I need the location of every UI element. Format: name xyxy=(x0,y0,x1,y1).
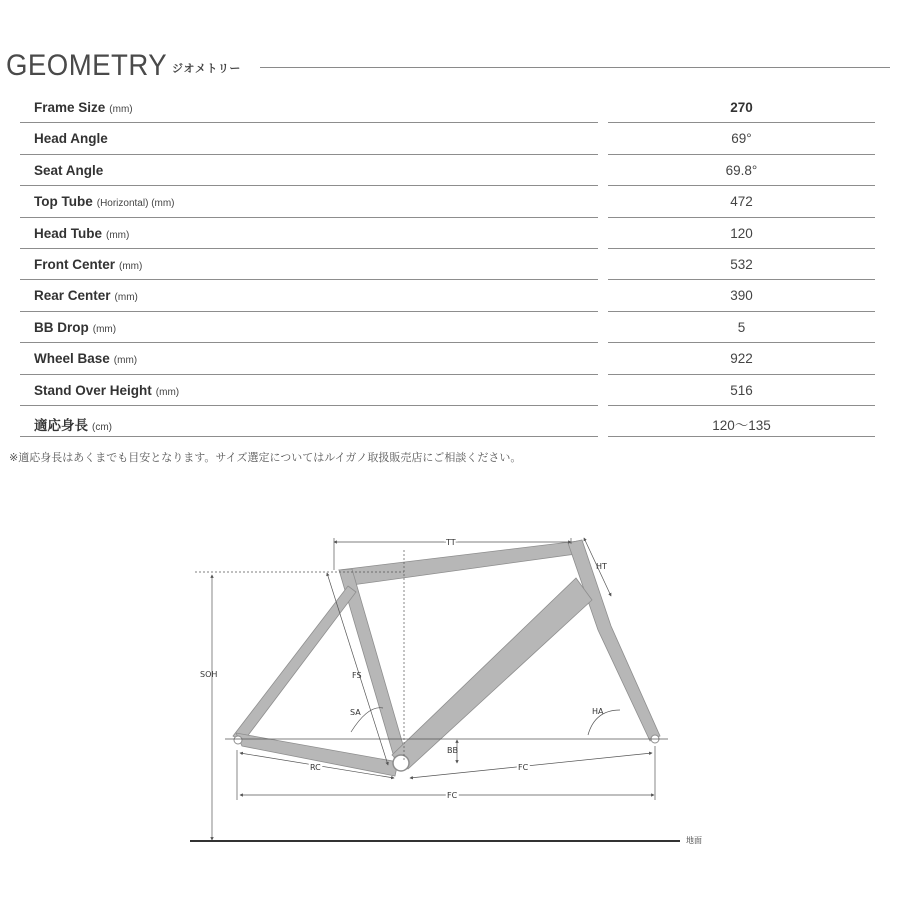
spec-unit: (mm) xyxy=(119,260,143,272)
geometry-spec-table xyxy=(20,92,875,437)
ha-label: HA xyxy=(592,707,604,716)
row-divider xyxy=(20,436,598,437)
spec-row-bb-drop xyxy=(20,312,875,343)
soh-label: SOH xyxy=(200,670,218,679)
fc-front-label: FC xyxy=(518,763,529,772)
rear-dropout xyxy=(234,736,242,744)
seat-stay xyxy=(233,586,356,742)
spec-row-rear-center xyxy=(20,280,875,311)
spec-value: 69° xyxy=(731,131,752,147)
spec-value: 922 xyxy=(730,351,753,367)
ground-label: 地面 xyxy=(686,836,702,845)
spec-row-rider-height xyxy=(20,406,875,437)
page-subtitle: ジオメトリー xyxy=(172,62,241,75)
spec-row-top-tube xyxy=(20,186,875,217)
fc-base-label: FC xyxy=(447,791,458,800)
spec-row-head-angle xyxy=(20,123,875,154)
spec-value: 472 xyxy=(730,194,753,210)
spec-value: 532 xyxy=(730,256,753,272)
top-tube xyxy=(339,541,583,585)
spec-value: 5 xyxy=(737,319,746,335)
spec-unit: (Horizontal) (mm) xyxy=(96,198,175,210)
down-tube xyxy=(392,578,592,769)
row-divider xyxy=(608,436,875,437)
spec-label: Wheel Base (mm) xyxy=(34,351,138,367)
spec-label: Front Center (mm) xyxy=(34,256,143,272)
geometry-header xyxy=(6,44,890,88)
bicycle-frame xyxy=(233,540,660,776)
spec-row-front-center xyxy=(20,249,875,280)
spec-value: 69.8° xyxy=(725,162,758,178)
spec-unit: (mm) xyxy=(109,104,133,115)
spec-value: 120〜135 xyxy=(712,417,771,433)
spec-label: 適応身長 (cm) xyxy=(34,417,112,433)
spec-label: Frame Size (mm) xyxy=(34,100,133,115)
rc-label: RC xyxy=(310,763,321,772)
spec-label: Rear Center (mm) xyxy=(34,288,138,304)
spec-row-head-tube xyxy=(20,218,875,249)
tt-label: TT xyxy=(446,538,456,547)
fc-front-dimension-line xyxy=(410,753,652,778)
spec-value: 270 xyxy=(730,100,753,115)
page-title: GEOMETRY xyxy=(6,49,168,82)
spec-label: Head Angle xyxy=(34,131,108,147)
spec-row-wheel-base xyxy=(20,343,875,374)
spec-label: Seat Angle xyxy=(34,162,104,178)
spec-label: Head Tube (mm) xyxy=(34,225,130,241)
frame-geometry-diagram xyxy=(0,500,900,880)
spec-unit: (mm) xyxy=(155,386,180,398)
spec-value: 516 xyxy=(730,382,753,398)
spec-value: 120 xyxy=(730,225,753,241)
sa-label: SA xyxy=(350,708,361,717)
spec-unit: (mm) xyxy=(114,292,138,304)
ht-label: HT xyxy=(596,562,607,571)
spec-unit: (mm) xyxy=(106,229,130,241)
spec-value: 390 xyxy=(730,288,753,304)
spec-row-frame-size xyxy=(20,92,875,123)
bb-label: BB xyxy=(447,746,458,755)
head-tube-and-fork xyxy=(568,540,660,741)
spec-row-stand-over-height xyxy=(20,375,875,406)
sizing-note: ※適応身長はあくまでも目安となります。サイズ選定についてはルイガノ取扱販売店にご相談ください。 xyxy=(9,451,522,464)
spec-label: Stand Over Height (mm) xyxy=(34,382,180,398)
spec-unit: (cm) xyxy=(92,421,112,433)
spec-unit: (mm) xyxy=(113,355,138,367)
spec-label: BB Drop (mm) xyxy=(34,319,117,335)
spec-unit: (mm) xyxy=(92,323,117,335)
spec-label: Top Tube (Horizontal) (mm) xyxy=(34,194,175,210)
spec-row-seat-angle xyxy=(20,155,875,186)
bottom-bracket xyxy=(393,755,409,771)
fs-label: FS xyxy=(352,671,362,680)
header-divider xyxy=(260,67,890,68)
dimension-lines xyxy=(195,538,668,840)
